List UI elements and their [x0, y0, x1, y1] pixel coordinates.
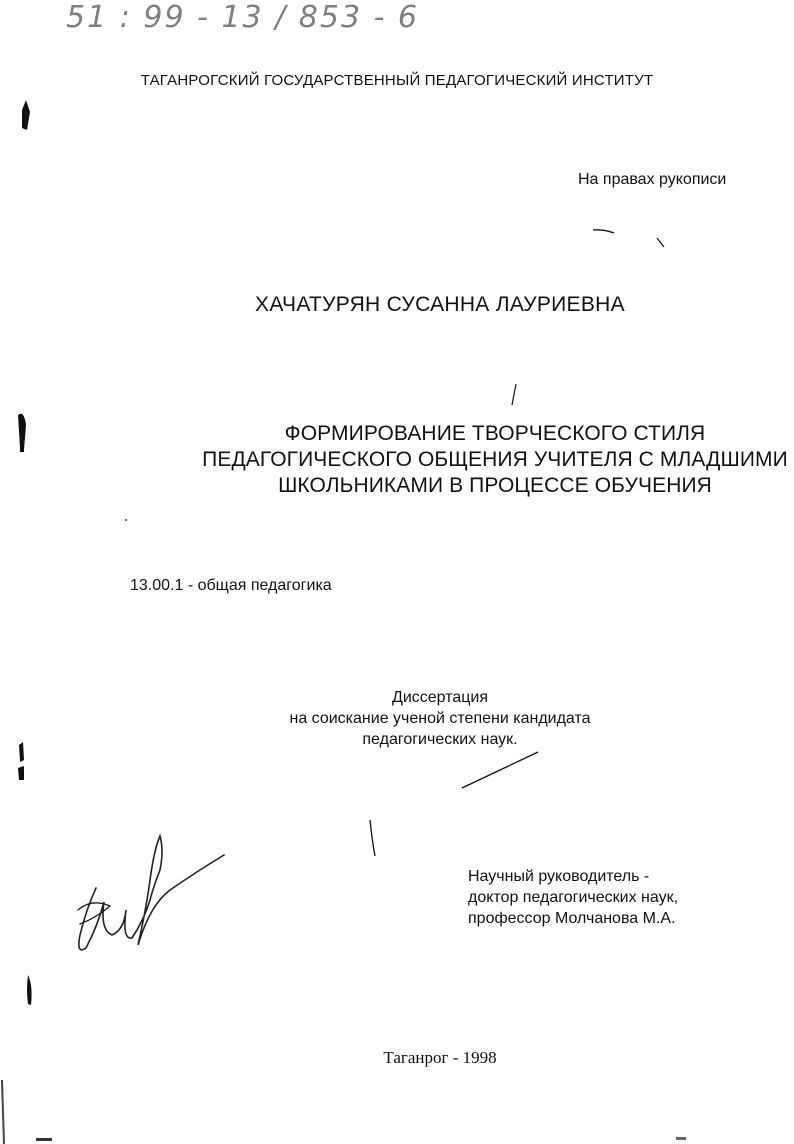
- handwritten-archive-code: 51 : 99 - 13 / 853 - 6: [66, 0, 420, 35]
- supervisor-line: доктор педагогических наук,: [468, 889, 679, 906]
- binding-mark: [20, 443, 24, 452]
- city-year: Таганрог - 1998: [383, 1048, 497, 1067]
- binding-mark: [27, 975, 32, 1005]
- binding-edge: [2, 1080, 4, 1144]
- author-name: ХАЧАТУРЯН СУСАННА ЛАУРИЕВНА: [255, 293, 625, 316]
- specialty-code: 13.00.1 - общая педагогика: [130, 577, 332, 594]
- pen-dot: [125, 519, 127, 521]
- pen-stroke: [657, 238, 664, 247]
- degree-line: на соискание ученой степени кандидата: [289, 710, 591, 727]
- pen-stroke: [462, 752, 538, 788]
- title-line: ШКОЛЬНИКАМИ В ПРОЦЕССЕ ОБУЧЕНИЯ: [278, 474, 712, 497]
- binding-mark: [18, 766, 24, 780]
- pen-stroke: [593, 230, 614, 233]
- scan-speck: [36, 1138, 52, 1141]
- title-line: ПЕДАГОГИЧЕСКОГО ОБЩЕНИЯ УЧИТЕЛЯ С МЛАДШИМИ: [202, 448, 788, 471]
- degree-line: педагогических наук.: [362, 731, 518, 748]
- signature: [79, 836, 224, 950]
- scan-speck: [676, 1137, 686, 1140]
- pen-stroke: [370, 820, 375, 856]
- signature: [78, 903, 110, 924]
- supervisor-line: профессор Молчанова М.А.: [468, 910, 676, 927]
- binding-mark: [19, 742, 24, 762]
- supervisor-line: Научный руководитель -: [468, 868, 650, 885]
- degree-line: Диссертация: [391, 689, 489, 706]
- institute-name: ТАГАНРОГСКИЙ ГОСУДАРСТВЕННЫЙ ПЕДАГОГИЧЕСКИЙ ИНСТИТУТ: [140, 72, 654, 89]
- pen-stroke: [512, 384, 516, 405]
- rights-notice: На правах рукописи: [578, 171, 727, 188]
- title-line: ФОРМИРОВАНИЕ ТВОРЧЕСКОГО СТИЛЯ: [284, 422, 706, 445]
- binding-mark: [22, 100, 30, 130]
